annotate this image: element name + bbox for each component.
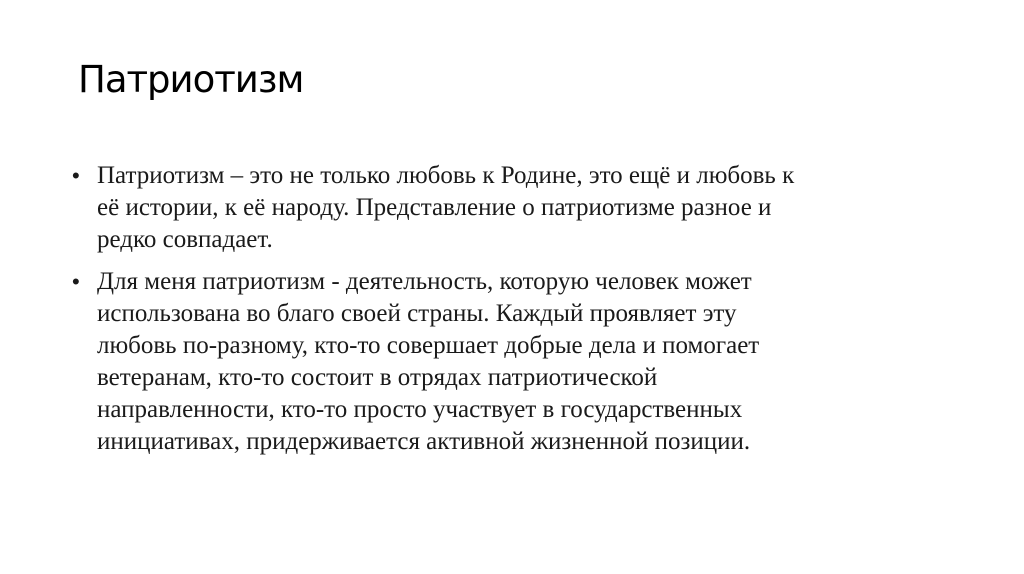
bullet-item	[72, 266, 952, 458]
slide-title: Патриотизм	[78, 58, 304, 101]
bullet-text-line: инициативах, придерживается активной жизненной позиции.	[97, 428, 751, 455]
bullet-text-line: ветеранам, кто-то состоит в отрядах патриотической	[97, 364, 658, 391]
bullet-icon: •	[72, 269, 80, 294]
bullet-text-line: использована во благо своей страны. Каждый проявляет эту	[97, 300, 737, 327]
bullet-text-line: любовь по-разному, кто-то совершает добрые дела и помогает	[97, 332, 760, 359]
bullet-text-line: её истории, к её народу. Представление о патриотизме разное и	[97, 194, 772, 221]
bullet-text-line: направленности, кто-то просто участвует в государственных	[97, 396, 743, 423]
bullet-list	[72, 160, 952, 468]
bullet-text-line: Патриотизм – это не только любовь к Родине, это ещё и любовь к	[97, 162, 795, 189]
bullet-icon: •	[72, 163, 80, 188]
bullet-item	[72, 160, 952, 256]
bullet-text-line: редко совпадает.	[97, 226, 273, 253]
bullet-text-line: Для меня патриотизм - деятельность, которую человек может	[97, 268, 752, 295]
